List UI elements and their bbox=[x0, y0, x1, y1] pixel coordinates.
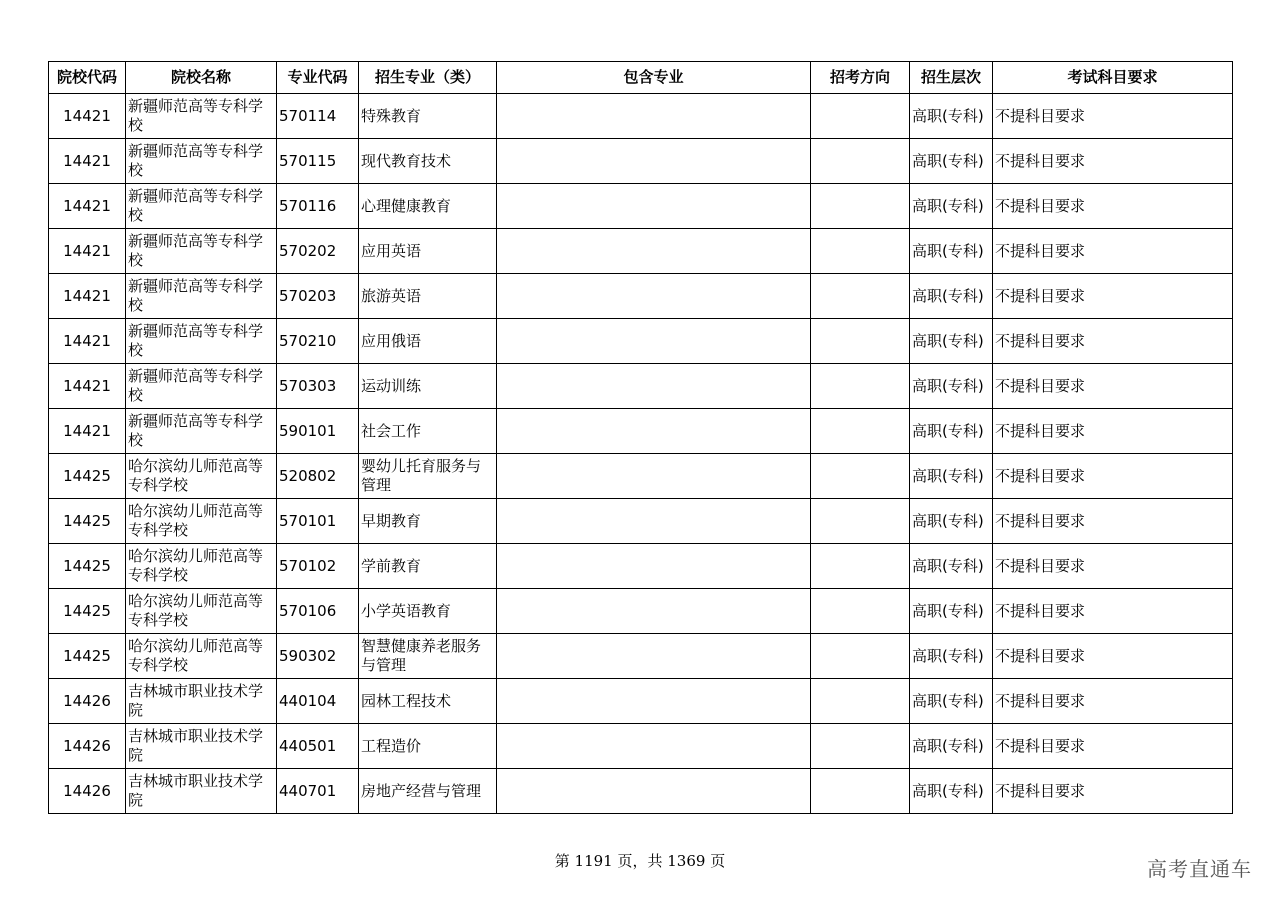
cell-requirement: 不提科目要求 bbox=[993, 544, 1233, 589]
cell-school-name: 新疆师范高等专科学校 bbox=[126, 184, 277, 229]
cell-school-code: 14421 bbox=[49, 94, 126, 139]
table-header-row bbox=[49, 62, 1233, 94]
cell-level: 高职(专科) bbox=[910, 409, 993, 454]
cell-major-code: 440501 bbox=[277, 724, 359, 769]
cell-level: 高职(专科) bbox=[910, 229, 993, 274]
header-direction: 招考方向 bbox=[811, 62, 910, 94]
cell-requirement: 不提科目要求 bbox=[993, 634, 1233, 679]
cell-level: 高职(专科) bbox=[910, 454, 993, 499]
cell-major-code: 590101 bbox=[277, 409, 359, 454]
cell-major-code: 440701 bbox=[277, 769, 359, 814]
header-major: 招生专业（类） bbox=[359, 62, 497, 94]
cell-included-majors bbox=[497, 139, 811, 184]
cell-major-code: 440104 bbox=[277, 679, 359, 724]
cell-level: 高职(专科) bbox=[910, 319, 993, 364]
cell-school-code: 14425 bbox=[49, 454, 126, 499]
table-row bbox=[49, 94, 1233, 139]
table-row bbox=[49, 634, 1233, 679]
cell-requirement: 不提科目要求 bbox=[993, 679, 1233, 724]
header-requirement: 考试科目要求 bbox=[993, 62, 1233, 94]
cell-included-majors bbox=[497, 634, 811, 679]
cell-school-code: 14421 bbox=[49, 184, 126, 229]
cell-school-code: 14425 bbox=[49, 634, 126, 679]
cell-school-code: 14425 bbox=[49, 544, 126, 589]
header-school-name: 院校名称 bbox=[126, 62, 277, 94]
cell-school-code: 14421 bbox=[49, 139, 126, 184]
cell-direction bbox=[811, 769, 910, 814]
cell-major-code: 570102 bbox=[277, 544, 359, 589]
cell-major: 房地产经营与管理 bbox=[359, 769, 497, 814]
cell-direction bbox=[811, 409, 910, 454]
cell-school-name: 新疆师范高等专科学校 bbox=[126, 274, 277, 319]
cell-level: 高职(专科) bbox=[910, 589, 993, 634]
cell-school-code: 14421 bbox=[49, 274, 126, 319]
cell-major-code: 590302 bbox=[277, 634, 359, 679]
cell-level: 高职(专科) bbox=[910, 184, 993, 229]
table-row bbox=[49, 409, 1233, 454]
table-row bbox=[49, 229, 1233, 274]
cell-included-majors bbox=[497, 274, 811, 319]
cell-requirement: 不提科目要求 bbox=[993, 94, 1233, 139]
table-row bbox=[49, 544, 1233, 589]
cell-direction bbox=[811, 499, 910, 544]
table-row bbox=[49, 499, 1233, 544]
cell-school-code: 14425 bbox=[49, 499, 126, 544]
header-school-code: 院校代码 bbox=[49, 62, 126, 94]
cell-requirement: 不提科目要求 bbox=[993, 589, 1233, 634]
cell-requirement: 不提科目要求 bbox=[993, 274, 1233, 319]
cell-requirement: 不提科目要求 bbox=[993, 184, 1233, 229]
cell-included-majors bbox=[497, 229, 811, 274]
cell-level: 高职(专科) bbox=[910, 679, 993, 724]
cell-requirement: 不提科目要求 bbox=[993, 364, 1233, 409]
cell-requirement: 不提科目要求 bbox=[993, 139, 1233, 184]
table-row bbox=[49, 274, 1233, 319]
cell-level: 高职(专科) bbox=[910, 94, 993, 139]
table-row bbox=[49, 769, 1233, 814]
table-body bbox=[49, 94, 1233, 814]
cell-major-code: 570106 bbox=[277, 589, 359, 634]
cell-school-name: 哈尔滨幼儿师范高等专科学校 bbox=[126, 634, 277, 679]
table-row bbox=[49, 184, 1233, 229]
cell-school-name: 新疆师范高等专科学校 bbox=[126, 319, 277, 364]
cell-included-majors bbox=[497, 454, 811, 499]
cell-included-majors bbox=[497, 679, 811, 724]
cell-school-code: 14421 bbox=[49, 409, 126, 454]
cell-major: 工程造价 bbox=[359, 724, 497, 769]
cell-school-name: 哈尔滨幼儿师范高等专科学校 bbox=[126, 544, 277, 589]
cell-included-majors bbox=[497, 364, 811, 409]
cell-level: 高职(专科) bbox=[910, 544, 993, 589]
table-row bbox=[49, 454, 1233, 499]
cell-school-code: 14421 bbox=[49, 229, 126, 274]
cell-school-name: 吉林城市职业技术学院 bbox=[126, 769, 277, 814]
cell-school-name: 新疆师范高等专科学校 bbox=[126, 139, 277, 184]
cell-requirement: 不提科目要求 bbox=[993, 499, 1233, 544]
cell-direction bbox=[811, 94, 910, 139]
cell-major: 应用英语 bbox=[359, 229, 497, 274]
cell-direction bbox=[811, 184, 910, 229]
cell-school-name: 新疆师范高等专科学校 bbox=[126, 409, 277, 454]
cell-direction bbox=[811, 364, 910, 409]
cell-major-code: 570101 bbox=[277, 499, 359, 544]
cell-requirement: 不提科目要求 bbox=[993, 769, 1233, 814]
cell-major: 小学英语教育 bbox=[359, 589, 497, 634]
cell-major: 心理健康教育 bbox=[359, 184, 497, 229]
table-row bbox=[49, 679, 1233, 724]
cell-major: 特殊教育 bbox=[359, 94, 497, 139]
cell-major-code: 570303 bbox=[277, 364, 359, 409]
table-row bbox=[49, 319, 1233, 364]
cell-major-code: 570202 bbox=[277, 229, 359, 274]
admission-table bbox=[48, 61, 1233, 814]
cell-major: 应用俄语 bbox=[359, 319, 497, 364]
cell-school-code: 14426 bbox=[49, 679, 126, 724]
cell-level: 高职(专科) bbox=[910, 274, 993, 319]
cell-major: 旅游英语 bbox=[359, 274, 497, 319]
table-row bbox=[49, 364, 1233, 409]
cell-major: 运动训练 bbox=[359, 364, 497, 409]
cell-school-name: 吉林城市职业技术学院 bbox=[126, 724, 277, 769]
cell-level: 高职(专科) bbox=[910, 769, 993, 814]
cell-major-code: 570116 bbox=[277, 184, 359, 229]
cell-included-majors bbox=[497, 184, 811, 229]
header-included-majors: 包含专业 bbox=[497, 62, 811, 94]
cell-direction bbox=[811, 274, 910, 319]
cell-school-name: 哈尔滨幼儿师范高等专科学校 bbox=[126, 589, 277, 634]
cell-major: 社会工作 bbox=[359, 409, 497, 454]
table-row bbox=[49, 589, 1233, 634]
cell-school-name: 新疆师范高等专科学校 bbox=[126, 364, 277, 409]
cell-direction bbox=[811, 724, 910, 769]
cell-direction bbox=[811, 319, 910, 364]
cell-direction bbox=[811, 544, 910, 589]
table-row bbox=[49, 724, 1233, 769]
cell-requirement: 不提科目要求 bbox=[993, 724, 1233, 769]
cell-major-code: 570210 bbox=[277, 319, 359, 364]
cell-requirement: 不提科目要求 bbox=[993, 229, 1233, 274]
cell-direction bbox=[811, 454, 910, 499]
cell-major-code: 570114 bbox=[277, 94, 359, 139]
cell-included-majors bbox=[497, 769, 811, 814]
cell-major: 智慧健康养老服务与管理 bbox=[359, 634, 497, 679]
cell-school-code: 14421 bbox=[49, 319, 126, 364]
cell-included-majors bbox=[497, 724, 811, 769]
cell-level: 高职(专科) bbox=[910, 724, 993, 769]
cell-requirement: 不提科目要求 bbox=[993, 319, 1233, 364]
cell-major-code: 570115 bbox=[277, 139, 359, 184]
header-major-code: 专业代码 bbox=[277, 62, 359, 94]
cell-direction bbox=[811, 589, 910, 634]
watermark-logo: 高考直通车 bbox=[1147, 857, 1252, 881]
cell-included-majors bbox=[497, 499, 811, 544]
cell-direction bbox=[811, 634, 910, 679]
cell-school-code: 14421 bbox=[49, 364, 126, 409]
cell-school-name: 新疆师范高等专科学校 bbox=[126, 94, 277, 139]
cell-direction bbox=[811, 139, 910, 184]
cell-major: 现代教育技术 bbox=[359, 139, 497, 184]
cell-school-code: 14426 bbox=[49, 769, 126, 814]
cell-school-name: 哈尔滨幼儿师范高等专科学校 bbox=[126, 454, 277, 499]
cell-school-code: 14426 bbox=[49, 724, 126, 769]
cell-major: 早期教育 bbox=[359, 499, 497, 544]
cell-included-majors bbox=[497, 319, 811, 364]
cell-requirement: 不提科目要求 bbox=[993, 409, 1233, 454]
table-row bbox=[49, 139, 1233, 184]
cell-major-code: 570203 bbox=[277, 274, 359, 319]
page-number: 第 1191 页，共 1369 页 bbox=[554, 852, 726, 870]
header-level: 招生层次 bbox=[910, 62, 993, 94]
cell-level: 高职(专科) bbox=[910, 499, 993, 544]
cell-direction bbox=[811, 679, 910, 724]
cell-included-majors bbox=[497, 589, 811, 634]
cell-school-name: 新疆师范高等专科学校 bbox=[126, 229, 277, 274]
cell-level: 高职(专科) bbox=[910, 364, 993, 409]
cell-included-majors bbox=[497, 94, 811, 139]
cell-included-majors bbox=[497, 409, 811, 454]
cell-major-code: 520802 bbox=[277, 454, 359, 499]
cell-level: 高职(专科) bbox=[910, 139, 993, 184]
cell-school-name: 哈尔滨幼儿师范高等专科学校 bbox=[126, 499, 277, 544]
cell-included-majors bbox=[497, 544, 811, 589]
cell-major: 婴幼儿托育服务与管理 bbox=[359, 454, 497, 499]
cell-level: 高职(专科) bbox=[910, 634, 993, 679]
cell-requirement: 不提科目要求 bbox=[993, 454, 1233, 499]
cell-major: 学前教育 bbox=[359, 544, 497, 589]
cell-major: 园林工程技术 bbox=[359, 679, 497, 724]
cell-school-name: 吉林城市职业技术学院 bbox=[126, 679, 277, 724]
cell-school-code: 14425 bbox=[49, 589, 126, 634]
cell-direction bbox=[811, 229, 910, 274]
